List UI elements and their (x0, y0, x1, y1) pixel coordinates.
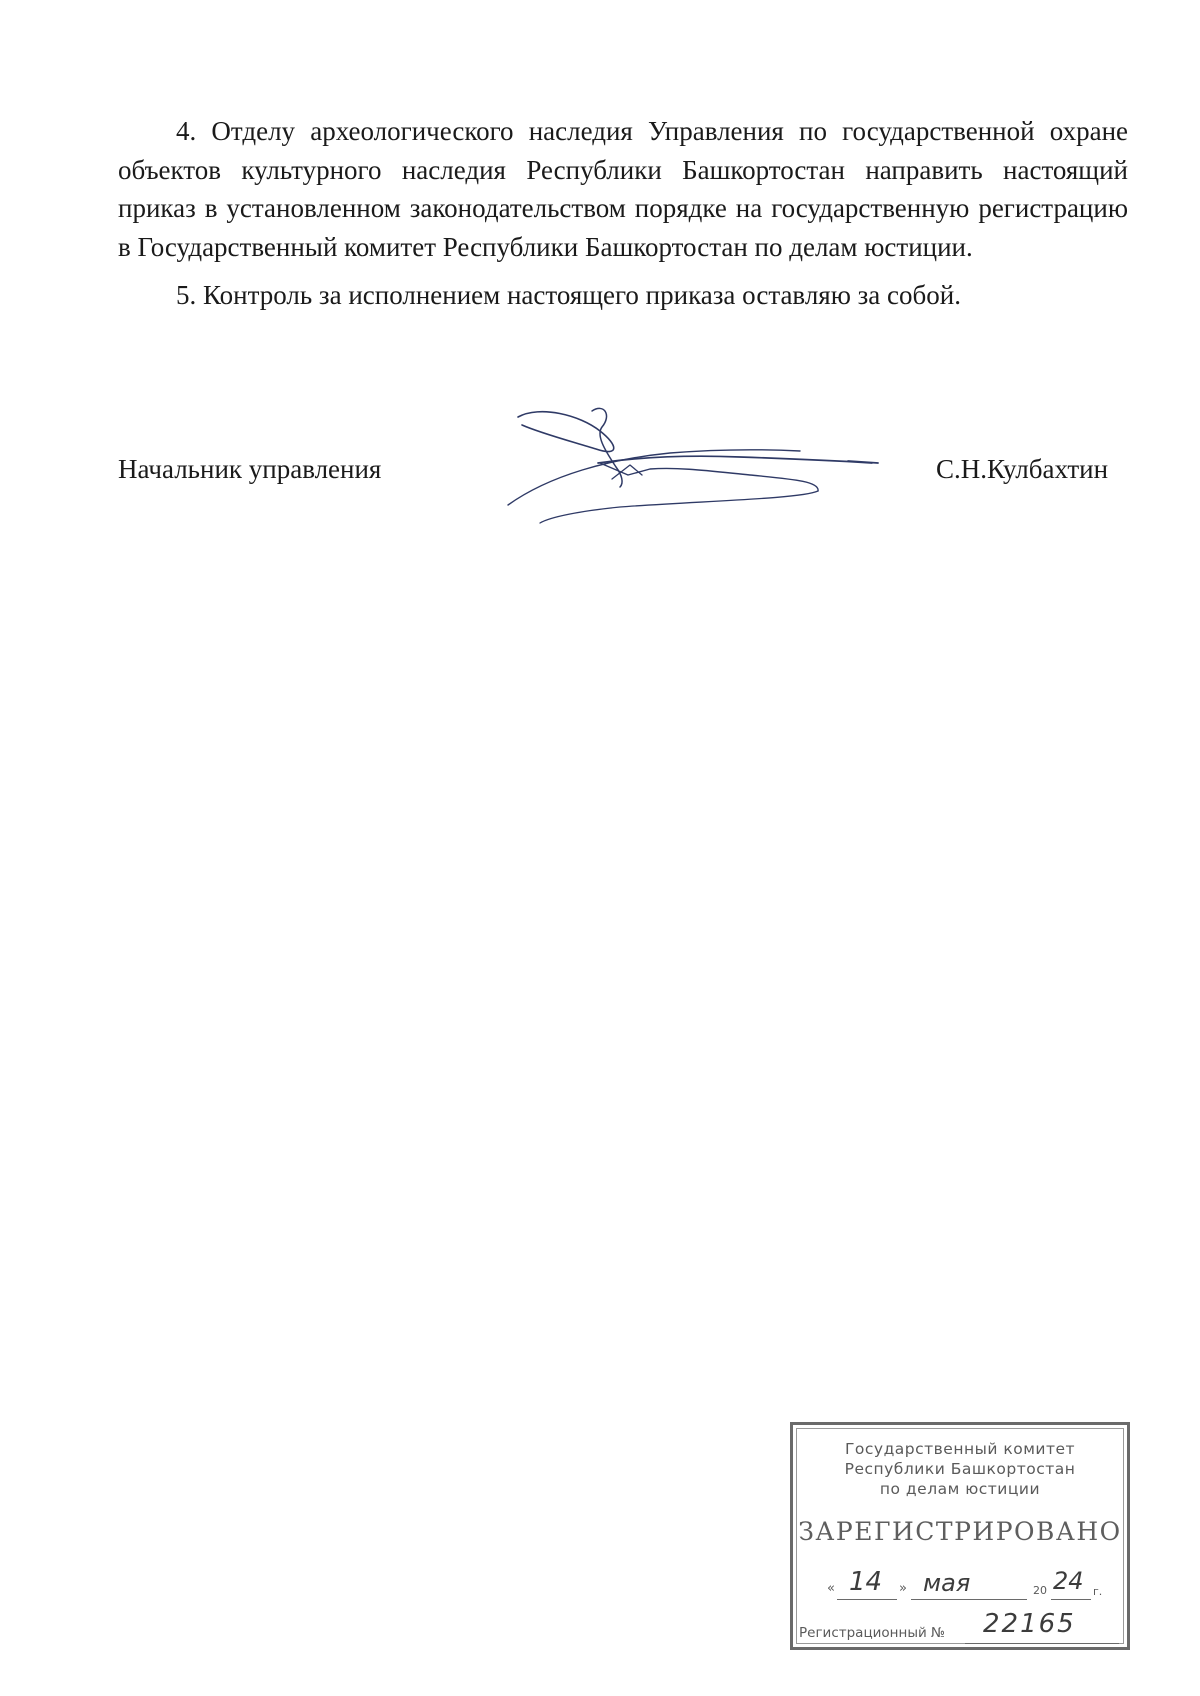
stamp-year-suffix: 24 (1053, 1567, 1084, 1595)
paragraph-4: 4. Отделу археологического наследия Управления по государственной охране объектов культурного наследия Республики Башкортостан направить настоящий приказ в установленном законодательством порядке на государственную регистрацию в Государственный комитет Республики Башкортостан по делам юстиции. (118, 116, 1128, 262)
document-body (118, 112, 1128, 315)
stamp-day: 14 (849, 1567, 883, 1597)
stamp-org-line-3: по делам юстиции (879, 1480, 1041, 1498)
stamp-reg-line (965, 1643, 1119, 1644)
stamp-year-unit: г. (1093, 1585, 1103, 1598)
stamp-reg-number: 22165 (983, 1609, 1076, 1639)
paragraph-5: 5. Контроль за исполнением настоящего приказа оставляю за собой. (176, 280, 961, 310)
stamp-date (827, 1567, 1109, 1599)
stamp-title: ЗАРЕГИСТРИРОВАНО (798, 1517, 1122, 1546)
signatory-name: С.Н.Кулбахтин (936, 454, 1109, 484)
stamp-open-quote: « (827, 1581, 835, 1596)
stamp-year-prefix: 20 (1033, 1584, 1047, 1597)
stamp-reg-label: Регистрационный № (799, 1625, 946, 1641)
stamp-org-line-2: Республики Башкортостан (844, 1460, 1076, 1478)
stamp-month: мая (923, 1569, 971, 1597)
signatory-role: Начальник управления (118, 454, 382, 484)
stamp-day-line (837, 1599, 897, 1600)
stamp-org-line-1: Государственный комитет (844, 1440, 1076, 1458)
stamp-year-line (1051, 1599, 1091, 1600)
stamp-organization (793, 1439, 1127, 1499)
registration-stamp (790, 1422, 1130, 1650)
stamp-month-line (911, 1599, 1027, 1600)
stamp-close-quote: » (899, 1581, 907, 1596)
handwritten-signature (500, 405, 920, 535)
stamp-registration (799, 1609, 1123, 1645)
